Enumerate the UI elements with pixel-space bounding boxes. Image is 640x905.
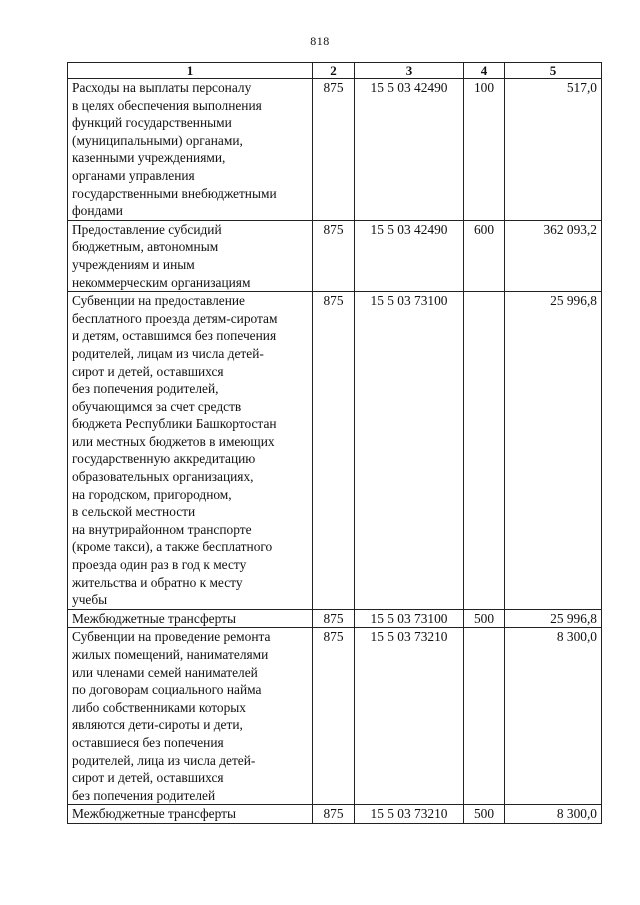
expense-name-cell [68,628,313,805]
amount-cell: 8 300,0 [505,805,602,824]
expense-name-line: (муниципальными) органами, [72,132,243,148]
amount-cell: 25 996,8 [505,609,602,628]
expense-name-line: образовательных организациях, [72,469,254,485]
expense-name-line: сирот и детей, оставшихся [72,363,224,379]
expense-name-line: функций государственными [72,115,232,131]
expense-name-line: бюджета Республики Башкортостан [72,416,277,432]
expense-name-line: некоммерческим организациям [72,274,251,290]
expense-name-line: или членами семей нанимателей [72,664,258,680]
target-article-cell: 15 5 03 73100 [355,609,464,628]
column-header-1: 1 [68,63,313,79]
column-header-5: 5 [505,63,602,79]
amount-cell: 362 093,2 [505,220,602,291]
expense-name-line: сирот и детей, оставшихся [72,770,224,786]
expense-name-cell [68,805,313,824]
ministry-code-cell: 875 [313,79,355,221]
table-header-row [68,63,602,79]
target-article-cell: 15 5 03 73100 [355,292,464,610]
expense-name-line: жилых помещений, нанимателями [72,647,269,662]
expense-name-line: Межбюджетные трансферты [72,610,236,626]
expense-type-cell: 100 [464,79,505,221]
expense-name-line: и детям, оставшимся без попечения [72,328,277,344]
expense-name-line: без попечения родителей [72,787,216,803]
table-row [68,805,602,824]
expense-name-line: государственную аккредитацию [72,451,256,467]
table-row [68,79,602,221]
expense-name-line: на городском, пригородном, [72,486,232,502]
ministry-code-cell: 875 [313,628,355,805]
expense-name-line: учреждениям и иным [72,256,195,272]
table-row [68,292,602,610]
expense-name-cell [68,79,313,221]
amount-cell: 517,0 [505,79,602,221]
amount-cell: 8 300,0 [505,628,602,805]
expense-name-line: в сельской местности [72,504,196,520]
expense-name-line: на внутрирайонном транспорте [72,521,252,537]
expense-name-line: родителей, лица из числа детей- [72,752,256,768]
expense-name-line: Субвенции на проведение ремонта [72,629,271,645]
expense-name-line: государственными внебюджетными [72,185,277,201]
table-row [68,220,602,291]
expense-name-line: органами управления [72,167,195,183]
expense-name-line: или местных бюджетов в имеющих [72,433,275,449]
table-row [68,609,602,628]
ministry-code-cell: 875 [313,805,355,824]
expense-name-line: жительства и обратно к месту [72,574,243,590]
expense-type-cell: 500 [464,805,505,824]
ministry-code-cell: 875 [313,292,355,610]
column-header-3: 3 [355,63,464,79]
expense-name-line: фондами [72,203,123,219]
expense-type-cell [464,292,505,610]
page-number: 818 [310,34,330,48]
expense-name-cell [68,220,313,291]
expense-name-cell [68,292,313,610]
expense-name-line: бесплатного проезда детям-сиротам [72,310,278,326]
expense-name-line: в целях обеспечения выполнения [72,97,262,113]
expense-name-line: обучающимся за счет средств [72,398,242,414]
ministry-code-cell: 875 [313,609,355,628]
target-article-cell: 15 5 03 73210 [355,628,464,805]
expense-name-line: оставшиеся без попечения [72,734,224,750]
expense-type-cell [464,628,505,805]
expense-type-cell: 600 [464,220,505,291]
target-article-cell: 15 5 03 73210 [355,805,464,824]
expense-name-line: Межбюджетные трансферты [72,806,236,822]
expense-name-cell [68,609,313,628]
target-article-cell: 15 5 03 42490 [355,79,464,221]
target-article-cell: 15 5 03 42490 [355,220,464,291]
expense-name-line: родителей, лицам из числа детей- [72,345,264,361]
column-header-4: 4 [464,63,505,79]
expense-name-line: учебы [72,592,108,608]
table-body [68,79,602,824]
budget-table [67,62,602,824]
expense-type-cell: 500 [464,609,505,628]
expense-name-line: по договорам социального найма [72,682,262,698]
column-header-2: 2 [313,63,355,79]
amount-cell: 25 996,8 [505,292,602,610]
expense-name-line: Предоставление субсидий [72,221,222,237]
expense-name-line: являются дети-сироты и дети, [72,717,243,733]
expense-name-line: без попечения родителей, [72,381,219,397]
expense-name-line: бюджетным, автономным [72,239,219,255]
ministry-code-cell: 875 [313,220,355,291]
expense-name-line: Расходы на выплаты персоналу [72,80,252,95]
expense-name-line: Субвенции на предоставление [72,293,246,309]
expense-name-line: казенными учреждениями, [72,150,226,166]
expense-name-line: либо собственниками которых [72,699,246,715]
expense-name-line: проезда один раз в год к месту [72,557,247,573]
expense-name-line: (кроме такси), а также бесплатного [72,539,273,555]
table-row [68,628,602,805]
